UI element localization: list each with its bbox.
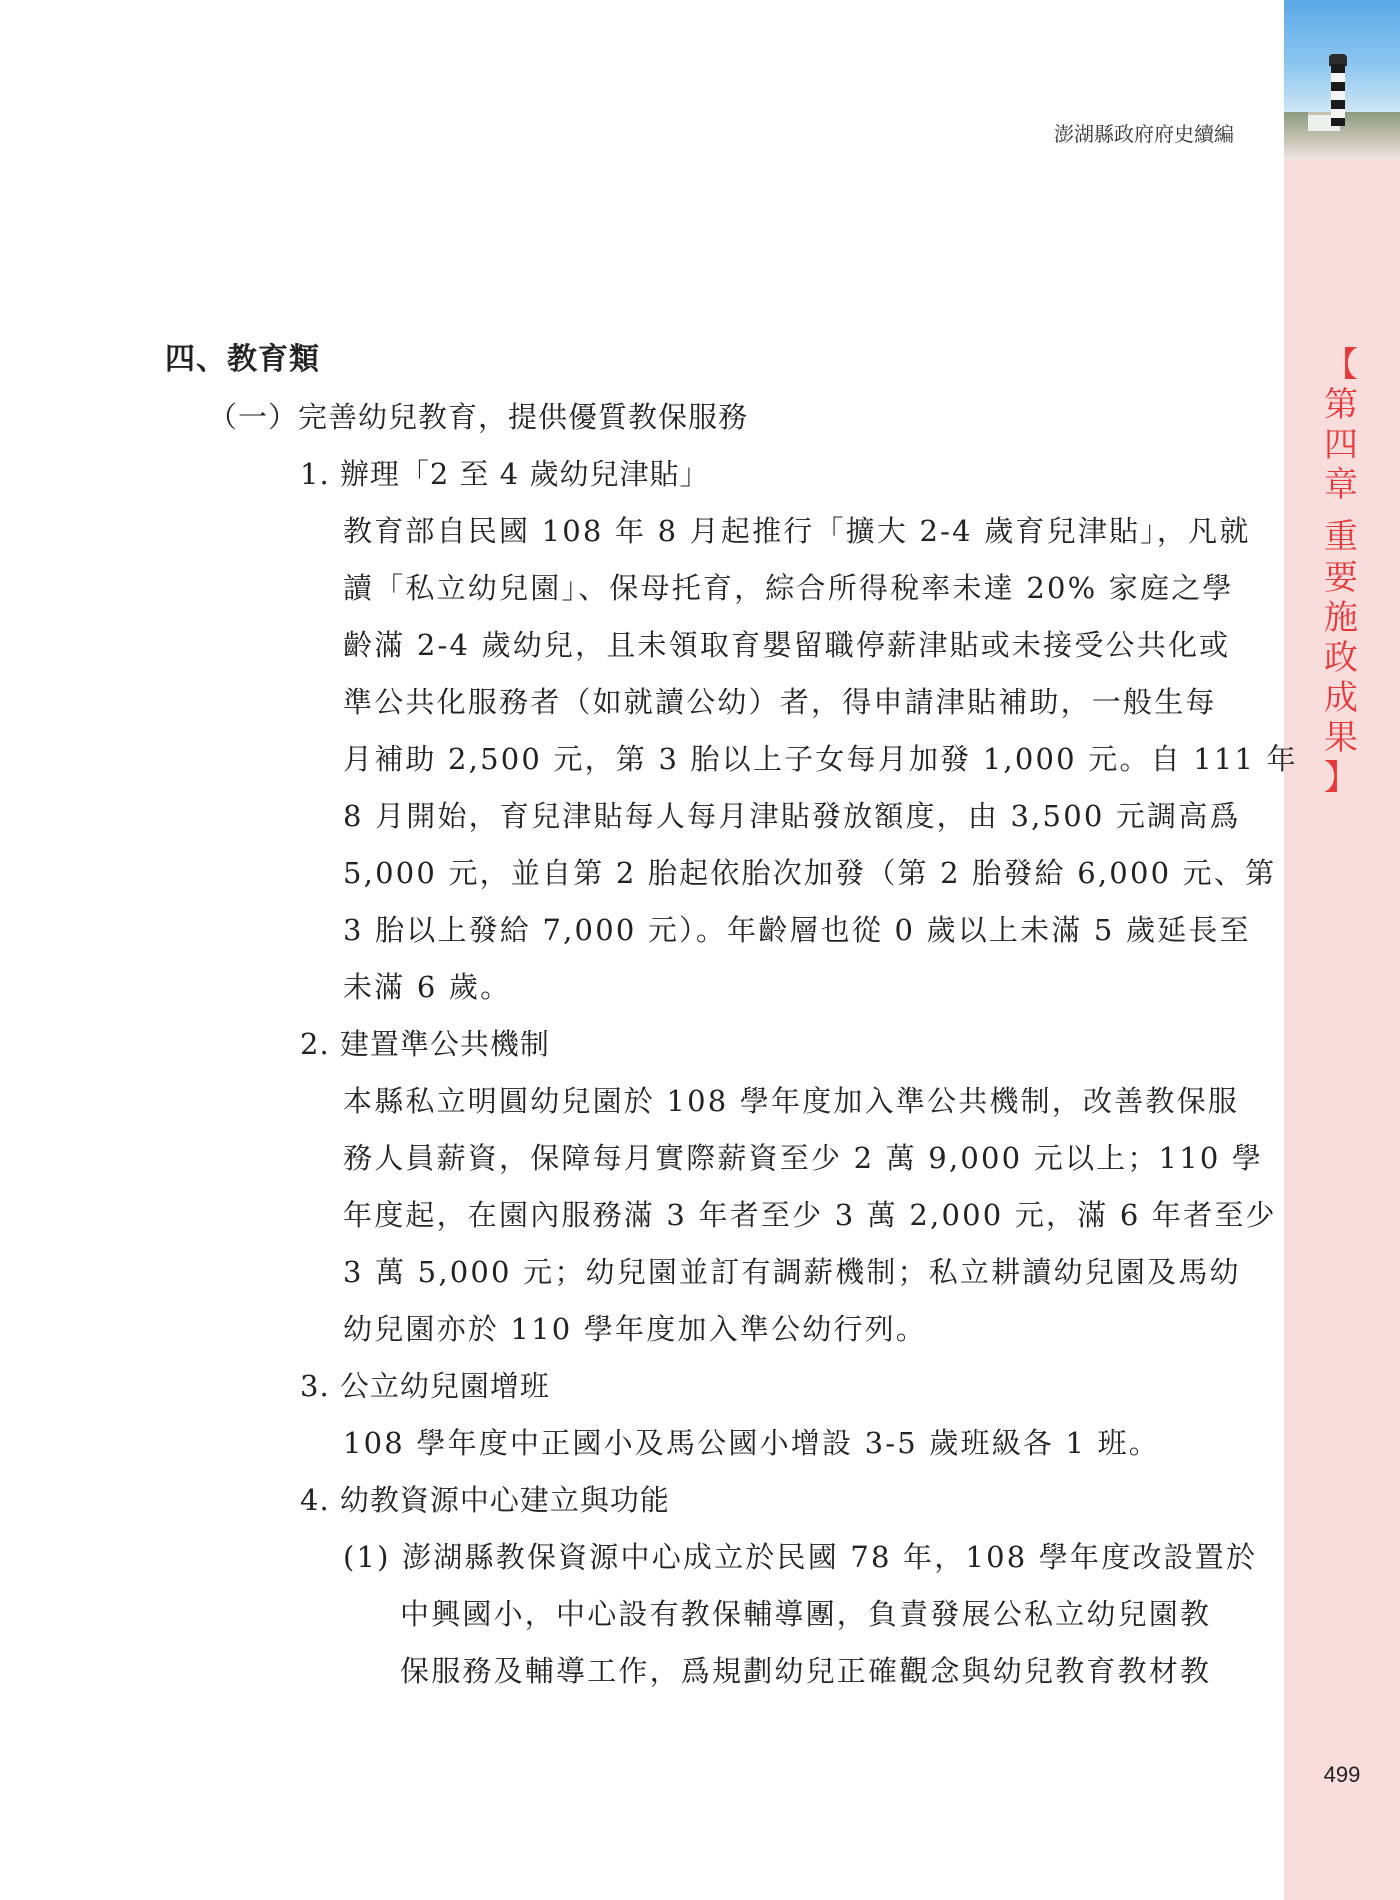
paragraph-line: 幼兒園亦於 110 學年度加入準公幼行列。 xyxy=(343,1312,927,1346)
chapter-tab-char: 果 xyxy=(1324,717,1358,758)
paragraph-line: 未滿 6 歲。 xyxy=(343,970,512,1004)
chapter-tab-char: 第 xyxy=(1324,385,1358,426)
paragraph-line: 8 月開始，育兒津貼每人每月津貼發放額度，由 3,500 元調高爲 xyxy=(343,799,1241,833)
chapter-sidebar xyxy=(1284,0,1400,1900)
paragraph-line: 教育部自民國 108 年 8 月起推行「擴大 2-4 歲育兒津貼」，凡就 xyxy=(343,514,1251,548)
running-header: 澎湖縣政府府史續編 xyxy=(1054,122,1234,146)
subsection-title: （一）完善幼兒教育，提供優質教保服務 xyxy=(208,400,749,434)
paragraph-line: 齡滿 2-4 歲幼兒，且未領取育嬰留職停薪津貼或未接受公共化或 xyxy=(343,628,1231,662)
paragraph-line: 中興國小，中心設有教保輔導團，負責發展公私立幼兒園教 xyxy=(400,1597,1212,1631)
item-heading: 2. 建置準公共機制 xyxy=(300,1027,550,1061)
paragraph-line: 務人員薪資，保障每月實際薪資至少 2 萬 9,000 元以上；110 學 xyxy=(343,1141,1264,1175)
lighthouse-tower xyxy=(1331,64,1345,126)
item-heading: 3. 公立幼兒園增班 xyxy=(300,1369,550,1403)
paragraph-line: 月補助 2,500 元，第 3 胎以上子女每月加發 1,000 元。自 111 年 xyxy=(343,742,1298,776)
chapter-tab-char: 章 xyxy=(1324,465,1358,506)
paragraph-line: 讀「私立幼兒園」、保母托育，綜合所得稅率未達 20% 家庭之學 xyxy=(343,571,1234,605)
section-title: 四、教育類 xyxy=(165,342,320,377)
sub-item-line: (1) 澎湖縣教保資源中心成立於民國 78 年，108 學年度改設置於 xyxy=(343,1540,1258,1574)
chapter-tab-char: 四 xyxy=(1324,425,1358,466)
chapter-tab-char xyxy=(1316,505,1366,517)
chapter-tab-char: 【 xyxy=(1324,345,1358,385)
page-number: 499 xyxy=(1323,1762,1361,1787)
chapter-tab-char: 要 xyxy=(1324,557,1358,598)
paragraph-line: 保服務及輔導工作，爲規劃幼兒正確觀念與幼兒教育教材教 xyxy=(400,1654,1212,1688)
paragraph-line: 3 胎以上發給 7,000 元）。年齡層也從 0 歲以上未滿 5 歲延長至 xyxy=(343,913,1251,947)
lighthouse-photo xyxy=(1284,0,1400,160)
item-heading: 1. 辦理「2 至 4 歲幼兒津貼」 xyxy=(300,457,710,491)
chapter-tab-char: 】 xyxy=(1324,758,1358,799)
chapter-tab-char: 重 xyxy=(1324,517,1358,558)
paragraph-line: 本縣私立明圓幼兒園於 108 學年度加入準公共機制，改善教保服 xyxy=(343,1084,1239,1118)
paragraph-line: 5,000 元，並自第 2 胎起依胎次加發（第 2 胎發給 6,000 元、第 xyxy=(343,856,1277,890)
paragraph-line: 108 學年度中正國小及馬公國小增設 3-5 歲班級各 1 班。 xyxy=(343,1426,1160,1460)
chapter-tab-char: 成 xyxy=(1324,677,1358,718)
paragraph-line: 年度起，在園內服務滿 3 年者至少 3 萬 2,000 元，滿 6 年者至少 xyxy=(343,1198,1277,1232)
chapter-tab-char: 政 xyxy=(1324,637,1358,678)
chapter-tab xyxy=(1316,345,1366,798)
paragraph-line: 準公共化服務者（如就讀公幼）者，得申請津貼補助，一般生每 xyxy=(343,685,1217,719)
item-heading: 4. 幼教資源中心建立與功能 xyxy=(300,1483,670,1517)
chapter-tab-char: 施 xyxy=(1324,597,1358,638)
paragraph-line: 3 萬 5,000 元；幼兒園並訂有調薪機制；私立耕讀幼兒園及馬幼 xyxy=(343,1255,1241,1289)
